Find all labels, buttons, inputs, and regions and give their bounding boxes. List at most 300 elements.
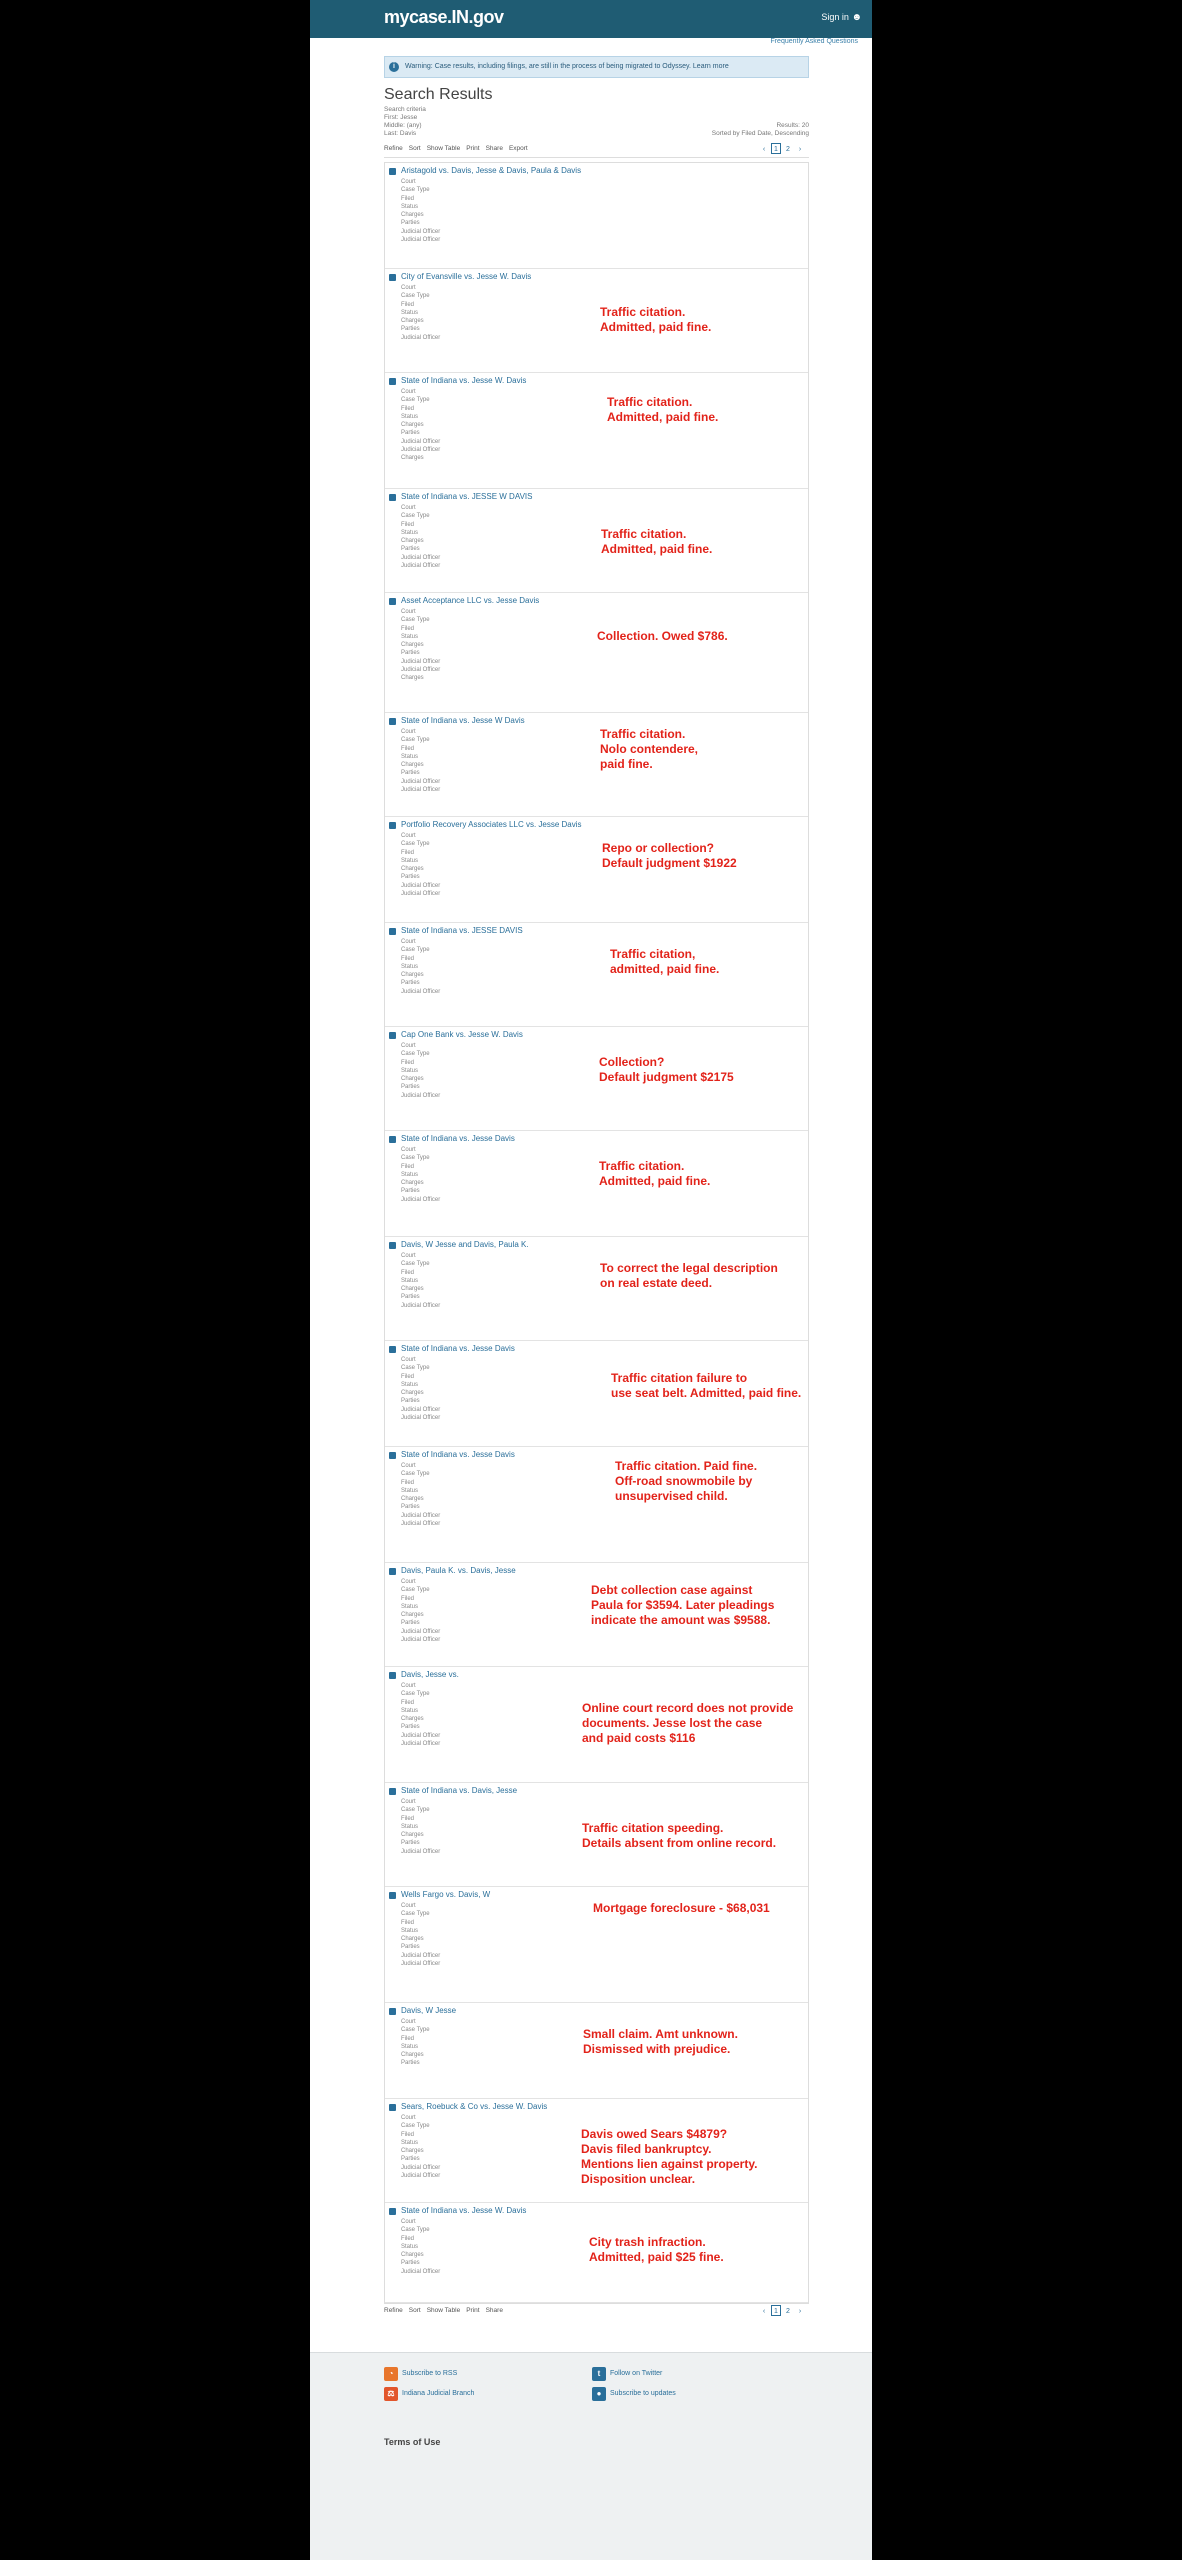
annotation-line: Admitted, paid fine. <box>599 1174 711 1188</box>
case-detail-row <box>401 2059 802 2067</box>
detail-label: Charges <box>401 455 424 462</box>
case-card <box>385 1131 808 1237</box>
case-title-link[interactable]: Davis, Paula K. vs. Davis, Jesse <box>401 1566 516 1575</box>
annotation-line: paid fine. <box>600 757 653 771</box>
detail-label: Charges <box>401 866 424 873</box>
sign-in-link[interactable] <box>821 12 862 23</box>
case-checkbox[interactable] <box>389 2104 396 2111</box>
detail-label: Parties <box>401 1294 420 1301</box>
detail-label: Case Type <box>401 1911 430 1918</box>
detail-label: Court <box>401 389 416 395</box>
detail-label: Filed <box>401 1059 415 1066</box>
case-detail-row <box>401 674 802 682</box>
page-title: Search Results <box>384 86 493 103</box>
detail-label: Status <box>401 203 419 210</box>
annotation-line: Admitted, paid fine. <box>607 410 719 424</box>
detail-label: Case Type <box>401 947 430 954</box>
annotation-note <box>591 1583 774 1628</box>
criteria-line: Last: Davis <box>384 130 417 137</box>
annotation-line: Repo or collection? <box>602 841 715 855</box>
case-checkbox[interactable] <box>389 1892 396 1899</box>
detail-label: Judicial Officer <box>401 237 441 244</box>
detail-label: Charges <box>401 1180 424 1187</box>
case-title-link[interactable]: State of Indiana vs. Jesse W. Davis <box>401 376 527 385</box>
footer-link-subscribe[interactable] <box>592 2387 676 2401</box>
annotation-line: City trash infraction. <box>589 2235 706 2249</box>
detail-label: Filed <box>401 301 415 308</box>
detail-label: Charges <box>401 318 424 325</box>
annotation-line: Traffic citation failure to <box>611 1371 748 1385</box>
bottom-toolbar-tabs <box>384 2307 509 2314</box>
detail-label: Court <box>401 1253 416 1259</box>
criteria-line: Middle: (any) <box>384 122 422 129</box>
footer-link-rss[interactable] <box>384 2367 457 2381</box>
detail-label: Judicial Officer <box>401 1848 441 1855</box>
toolbar-tab-print[interactable]: Print <box>466 145 480 152</box>
case-detail-row <box>401 1406 802 1414</box>
case-checkbox[interactable] <box>389 1672 396 1679</box>
detail-label: Charges <box>401 2252 424 2259</box>
annotation-line: Off-road snowmobile by <box>615 1474 753 1488</box>
case-detail-row <box>401 1927 802 1935</box>
case-detail-row <box>401 946 802 954</box>
case-title-link[interactable]: Davis, W Jesse <box>401 2006 457 2015</box>
case-details <box>401 178 802 244</box>
case-detail-row <box>401 405 802 413</box>
toolbar-tab-refine[interactable]: Refine <box>384 2307 403 2314</box>
detail-label: Filed <box>401 2131 415 2138</box>
annotation-line: Admitted, paid $25 fine. <box>589 2250 724 2264</box>
detail-label: Judicial Officer <box>401 447 441 454</box>
case-title-link[interactable]: Cap One Bank vs. Jesse W. Davis <box>401 1030 523 1039</box>
detail-label: Judicial Officer <box>401 1521 441 1528</box>
toolbar-tab-show-table[interactable]: Show Table <box>426 2307 461 2314</box>
detail-label: Charges <box>401 422 424 429</box>
annotation-line: Traffic citation. Paid fine. <box>615 1459 758 1473</box>
detail-label: Parties <box>401 1084 420 1091</box>
case-detail-row <box>401 1690 802 1698</box>
detail-label: Filed <box>401 1815 415 1822</box>
detail-label: Status <box>401 413 419 420</box>
detail-label: Parties <box>401 1504 420 1511</box>
detail-label: Case Type <box>401 1691 430 1698</box>
detail-label: Status <box>401 963 419 970</box>
annotation-note <box>600 1261 778 1291</box>
case-detail-row <box>401 2218 802 2226</box>
notice-text: Warning: Case results, including filings, are still in the process of being migrated to Odyssey. Learn more <box>405 63 729 70</box>
case-detail-row <box>401 219 802 227</box>
detail-label: Status <box>401 1487 419 1494</box>
case-title-link[interactable]: State of Indiana vs. JESSE W DAVIS <box>401 492 533 501</box>
case-checkbox[interactable] <box>389 1032 396 1039</box>
detail-label: Filed <box>401 849 415 856</box>
case-checkbox[interactable] <box>389 1242 396 1249</box>
detail-label: Judicial Officer <box>401 1952 441 1959</box>
detail-label: Parties <box>401 980 420 987</box>
detail-label: Judicial Officer <box>401 228 441 235</box>
detail-label: Court <box>401 833 416 839</box>
case-card <box>385 1447 808 1563</box>
annotation-line: Admitted, paid fine. <box>601 542 713 556</box>
detail-label: Judicial Officer <box>401 1732 441 1739</box>
annotation-line: Debt collection case against <box>591 1583 753 1597</box>
footer-link-label: Indiana Judicial Branch <box>402 2390 475 2397</box>
detail-label: Charges <box>401 1612 424 1619</box>
prev-page-button[interactable]: ‹ <box>762 146 766 153</box>
page-1-button[interactable]: 1 <box>771 2305 781 2316</box>
detail-label: Charges <box>401 1286 424 1293</box>
detail-label: Charges <box>401 538 424 545</box>
detail-label: Case Type <box>401 1155 430 1162</box>
case-detail-row <box>401 1414 802 1422</box>
annotation-line: indicate the amount was $9588. <box>591 1613 771 1627</box>
detail-label: Charges <box>401 1716 424 1723</box>
case-title-link[interactable]: Wells Fargo vs. Davis, W <box>401 1890 491 1899</box>
case-checkbox[interactable] <box>389 928 396 935</box>
toolbar-tab-print[interactable]: Print <box>466 2307 480 2314</box>
detail-label: Parties <box>401 430 420 437</box>
detail-label: Parties <box>401 770 420 777</box>
page-1-button[interactable]: 1 <box>771 143 781 154</box>
toolbar-tab-sort[interactable]: Sort <box>408 145 421 152</box>
detail-label: Filed <box>401 1479 415 1486</box>
detail-label: Judicial Officer <box>401 891 441 898</box>
footer-link-twitter[interactable] <box>592 2367 662 2381</box>
footer-link-judicial[interactable] <box>384 2387 474 2401</box>
case-card <box>385 1027 808 1131</box>
case-detail-row <box>401 2226 802 2234</box>
case-detail-row <box>401 186 802 194</box>
detail-label: Status <box>401 2043 419 2050</box>
case-detail-row <box>401 211 802 219</box>
case-card <box>385 269 808 373</box>
detail-label: Filed <box>401 1269 415 1276</box>
detail-label: Court <box>401 505 416 511</box>
case-detail-row <box>401 971 802 979</box>
detail-label: Case Type <box>401 1365 430 1372</box>
detail-label: Case Type <box>401 841 430 848</box>
detail-label: Court <box>401 2219 416 2225</box>
annotation-note <box>599 1159 710 1189</box>
case-detail-row <box>401 1252 802 1260</box>
case-card <box>385 817 808 923</box>
annotation-line: Small claim. Amt unknown. <box>583 2027 738 2041</box>
detail-label: Charges <box>401 642 424 649</box>
detail-label: Judicial Officer <box>401 1628 441 1635</box>
detail-label: Case Type <box>401 2027 430 2034</box>
case-detail-row <box>401 421 802 429</box>
detail-label: Judicial Officer <box>401 1961 441 1968</box>
detail-label: Case Type <box>401 617 430 624</box>
detail-label: Court <box>401 609 416 615</box>
case-title-link[interactable]: Aristagold vs. Davis, Jesse & Davis, Paula & Davis <box>401 166 582 175</box>
case-checkbox[interactable] <box>389 494 396 501</box>
detail-label: Court <box>401 1799 416 1805</box>
case-checkbox[interactable] <box>389 1136 396 1143</box>
footer-link-label: Subscribe to updates <box>610 2390 676 2397</box>
case-detail-row <box>401 446 802 454</box>
annotation-note <box>611 1371 801 1401</box>
footer-link-label: Subscribe to RSS <box>402 2370 458 2377</box>
case-list <box>384 162 809 2304</box>
detail-label: Court <box>401 1579 416 1585</box>
annotation-note <box>583 2027 738 2057</box>
page-2-button[interactable]: 2 <box>786 2308 790 2315</box>
detail-label: Case Type <box>401 1587 430 1594</box>
detail-label: Parties <box>401 1398 420 1405</box>
detail-label: Status <box>401 1707 419 1714</box>
case-card <box>385 489 808 593</box>
case-detail-row <box>401 1356 802 1364</box>
case-card <box>385 2203 808 2303</box>
annotation-note <box>600 305 711 335</box>
case-checkbox[interactable] <box>389 378 396 385</box>
toolbar-tabs <box>384 145 534 152</box>
case-detail-row <box>401 454 802 462</box>
case-title-link[interactable]: State of Indiana vs. Jesse Davis <box>401 1450 515 1459</box>
detail-label: Filed <box>401 195 415 202</box>
case-detail-row <box>401 955 802 963</box>
case-detail-row <box>401 203 802 211</box>
case-title-link[interactable]: State of Indiana vs. Davis, Jesse <box>401 1786 518 1795</box>
detail-label: Case Type <box>401 293 430 300</box>
annotation-note <box>599 1055 734 1085</box>
next-page-button[interactable]: › <box>798 146 802 153</box>
detail-label: Charges <box>401 1496 424 1503</box>
info-icon: i <box>389 62 399 72</box>
case-detail-row <box>401 1042 802 1050</box>
annotation-note <box>597 629 728 644</box>
detail-label: Charges <box>401 762 424 769</box>
detail-label: Parties <box>401 1620 420 1627</box>
detail-label: Judicial Officer <box>401 658 441 665</box>
case-detail-row <box>401 504 802 512</box>
prev-page-button[interactable]: ‹ <box>762 2308 766 2315</box>
terms-title: Terms of Use <box>384 2437 441 2447</box>
detail-label: Charges <box>401 1076 424 1083</box>
case-detail-row <box>401 236 802 244</box>
detail-label: Case Type <box>401 1471 430 1478</box>
detail-label: Judicial Officer <box>401 2173 441 2180</box>
toolbar-tab-share[interactable]: Share <box>485 2307 503 2314</box>
help-link[interactable]: Frequently Asked Questions <box>770 38 858 45</box>
annotation-line: admitted, paid fine. <box>610 962 720 976</box>
bottom-toolbar <box>384 2304 809 2324</box>
detail-label: Status <box>401 1603 419 1610</box>
case-detail-row <box>401 658 802 666</box>
case-title-link[interactable]: State of Indiana vs. Jesse W. Davis <box>401 2206 527 2215</box>
case-checkbox[interactable] <box>389 598 396 605</box>
detail-label: Filed <box>401 2235 415 2242</box>
case-detail-row <box>401 979 802 987</box>
annotation-line: Paula for $3594. Later pleadings <box>591 1598 775 1612</box>
case-detail-row <box>401 1503 802 1511</box>
case-title-link[interactable]: State of Indiana vs. JESSE DAVIS <box>401 926 523 935</box>
annotation-line: Details absent from online record. <box>582 1836 777 1850</box>
detail-label: Parties <box>401 1188 420 1195</box>
case-card <box>385 1783 808 1887</box>
annotation-line: Dismissed with prejudice. <box>583 2042 731 2056</box>
detail-label: Case Type <box>401 397 430 404</box>
case-checkbox[interactable] <box>389 1346 396 1353</box>
case-title-link[interactable]: Asset Acceptance LLC vs. Jesse Davis <box>401 596 540 605</box>
annotation-line: Traffic citation, <box>610 947 696 961</box>
detail-label: Filed <box>401 1595 415 1602</box>
case-card <box>385 1341 808 1447</box>
search-criteria <box>384 106 809 142</box>
detail-label: Court <box>401 285 416 291</box>
case-detail-row <box>401 1512 802 1520</box>
detail-label: Charges <box>401 1390 424 1397</box>
page <box>310 0 872 2560</box>
detail-label: Judicial Officer <box>401 667 441 674</box>
detail-label: Status <box>401 1927 419 1934</box>
detail-label: Filed <box>401 521 415 528</box>
detail-label: Case Type <box>401 1261 430 1268</box>
case-title-link[interactable]: Davis, W Jesse and Davis, Paula K. <box>401 1240 529 1249</box>
criteria-line: First: Jesse <box>384 114 418 121</box>
toolbar-tab-sort[interactable]: Sort <box>408 2307 421 2314</box>
detail-label: Filed <box>401 955 415 962</box>
detail-label: Filed <box>401 1373 415 1380</box>
detail-label: Judicial Officer <box>401 1637 441 1644</box>
detail-label: Parties <box>401 2060 420 2067</box>
annotation-note <box>589 2235 724 2265</box>
detail-label: Parties <box>401 650 420 657</box>
brand-logo[interactable]: mycase.IN.gov <box>384 7 504 27</box>
case-detail-row <box>401 562 802 570</box>
case-title-link[interactable]: Davis, Jesse vs. <box>401 1670 459 1679</box>
annotation-note <box>607 395 718 425</box>
case-detail-row <box>401 1919 802 1927</box>
annotation-line: Davis filed bankruptcy. <box>581 2142 712 2156</box>
detail-label: Status <box>401 1277 419 1284</box>
toolbar-tab-refine[interactable]: Refine <box>384 145 403 152</box>
case-title-link[interactable]: State of Indiana vs. Jesse Davis <box>401 1134 515 1143</box>
detail-label: Judicial Officer <box>401 2268 441 2275</box>
case-detail-row <box>401 396 802 404</box>
results-toolbar <box>384 142 809 158</box>
annotation-line: Online court record does not provide <box>582 1701 794 1715</box>
case-detail-row <box>401 1798 802 1806</box>
case-detail-row <box>401 512 802 520</box>
case-checkbox[interactable] <box>389 2008 396 2015</box>
detail-label: Court <box>401 1043 416 1049</box>
case-detail-row <box>401 1146 802 1154</box>
toolbar-tab-export[interactable]: Export <box>508 145 528 152</box>
case-title-link[interactable]: Sears, Roebuck & Co vs. Jesse W. Davis <box>401 2102 548 2111</box>
detail-label: Judicial Officer <box>401 1092 441 1099</box>
case-detail-row <box>401 1302 802 1310</box>
case-checkbox[interactable] <box>389 274 396 281</box>
toolbar-tab-show-table[interactable]: Show Table <box>426 145 461 152</box>
detail-label: Status <box>401 753 419 760</box>
main-content <box>384 56 809 2324</box>
detail-label: Parties <box>401 1944 420 1951</box>
case-checkbox[interactable] <box>389 822 396 829</box>
next-page-button[interactable]: › <box>798 2308 802 2315</box>
detail-label: Court <box>401 2115 416 2121</box>
case-title-link[interactable]: State of Indiana vs. Jesse Davis <box>401 1344 515 1353</box>
case-checkbox[interactable] <box>389 2208 396 2215</box>
detail-label: Parties <box>401 1724 420 1731</box>
annotation-line: Default judgment $2175 <box>599 1070 734 1084</box>
case-checkbox[interactable] <box>389 1788 396 1795</box>
detail-label: Status <box>401 633 419 640</box>
case-card <box>385 2003 808 2099</box>
annotation-line: Collection. Owed $786. <box>597 629 728 643</box>
case-detail-row <box>401 1806 802 1814</box>
detail-label: Judicial Officer <box>401 988 441 995</box>
annotation-line: Disposition unclear. <box>581 2172 696 2186</box>
judicial-icon: ⚖ <box>384 2387 398 2401</box>
case-detail-row <box>401 988 802 996</box>
case-detail-row <box>401 2114 802 2122</box>
results-summary <box>689 122 809 138</box>
detail-label: Judicial Officer <box>401 1406 441 1413</box>
detail-label: Parties <box>401 220 420 227</box>
case-card <box>385 593 808 713</box>
case-title-link[interactable]: Portfolio Recovery Associates LLC vs. Jesse Davis <box>401 820 582 829</box>
case-checkbox[interactable] <box>389 718 396 725</box>
detail-label: Charges <box>401 972 424 979</box>
case-checkbox[interactable] <box>389 168 396 175</box>
detail-label: Status <box>401 529 419 536</box>
annotation-line: Traffic citation. <box>599 1159 685 1173</box>
detail-label: Court <box>401 1357 416 1363</box>
detail-label: Court <box>401 1903 416 1909</box>
case-detail-row <box>401 1196 802 1204</box>
case-title-link[interactable]: State of Indiana vs. Jesse W Davis <box>401 716 525 725</box>
case-details <box>401 938 802 996</box>
detail-label: Status <box>401 857 419 864</box>
case-checkbox[interactable] <box>389 1452 396 1459</box>
case-checkbox[interactable] <box>389 1568 396 1575</box>
footer-link-label: Follow on Twitter <box>610 2370 663 2377</box>
annotation-line: on real estate deed. <box>600 1276 713 1290</box>
case-detail-row <box>401 1682 802 1690</box>
pagination <box>757 143 805 155</box>
case-detail-row <box>401 334 802 342</box>
case-title-link[interactable]: City of Evansville vs. Jesse W. Davis <box>401 272 532 281</box>
notice-banner <box>384 56 809 78</box>
annotation-line: To correct the legal description <box>600 1261 778 1275</box>
detail-label: Charges <box>401 1832 424 1839</box>
detail-label: Filed <box>401 1699 415 1706</box>
case-detail-row <box>401 1952 802 1960</box>
detail-label: Judicial Officer <box>401 2164 441 2171</box>
page-2-button[interactable]: 2 <box>786 146 790 153</box>
detail-label: Judicial Officer <box>401 1741 441 1748</box>
detail-label: Parties <box>401 2156 420 2163</box>
case-detail-row <box>401 963 802 971</box>
criteria-line: Search criteria <box>384 106 426 113</box>
twitter-icon: t <box>592 2367 606 2381</box>
case-detail-row <box>401 786 802 794</box>
case-detail-row <box>401 429 802 437</box>
detail-label: Charges <box>401 212 424 219</box>
toolbar-tab-share[interactable]: Share <box>485 145 503 152</box>
detail-label: Judicial Officer <box>401 1302 441 1309</box>
annotation-line: Nolo contendere, <box>600 742 699 756</box>
case-card <box>385 1237 808 1341</box>
case-detail-row <box>401 1943 802 1951</box>
case-details <box>401 388 802 463</box>
detail-label: Charges <box>401 1936 424 1943</box>
sign-in-label: Sign in <box>821 12 849 22</box>
case-detail-row <box>401 1636 802 1644</box>
annotation-line: use seat belt. Admitted, paid fine. <box>611 1386 802 1400</box>
